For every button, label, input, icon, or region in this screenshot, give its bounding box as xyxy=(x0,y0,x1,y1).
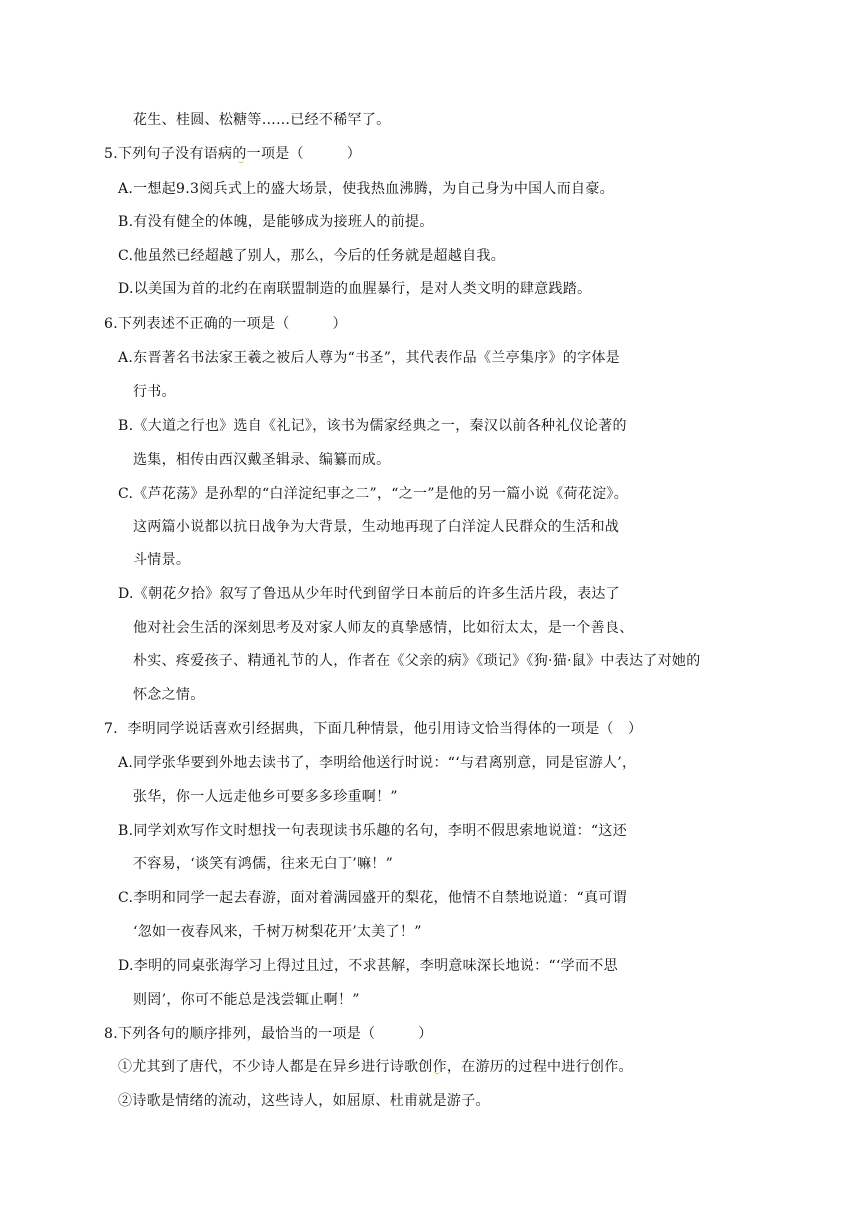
question-6-stem: 6.下列表述不正确的一项是（ ） xyxy=(104,316,347,332)
question-7-option-d-cont: 则罔’，你可不能总是浅尝辄止啊！” xyxy=(133,992,360,1008)
question-7-option-a-cont: 张华，你一人远走他乡可要多多珍重啊！” xyxy=(133,789,398,805)
question-6-option-a-cont: 行书。 xyxy=(133,384,176,400)
question-6-option-d: D.《朝花夕拾》叙写了鲁迅从少年时代到留学日本前后的许多生活片段，表达了 xyxy=(118,586,620,602)
question-7-option-d: D.李明的同桌张海学习上得过且过，不求甚解，李明意味深长地说：“‘学而不思 xyxy=(118,958,618,974)
question-6-option-d-cont: 他对社会生活的深刻思考及对家人师友的真挚感情，比如衍太太，是一个善良、 xyxy=(133,620,634,636)
question-6-option-a: A.东晋著名书法家王羲之被后人尊为“书圣”，其代表作品《兰亭集序》的字体是 xyxy=(118,350,620,366)
question-5-stem: 5.下列句子没有语病的一项是（ ） xyxy=(104,146,362,162)
question-6-option-d-cont: 朴实、疼爱孩子、精通礼节的人，作者在《父亲的病》《琐记》《狗·猫·鼠》中表达了对她的 xyxy=(133,653,701,669)
question-8-stem: 8.下列各句的顺序排列，最恰当的一项是（ ） xyxy=(104,1026,433,1042)
question-5-option-c: C.他虽然已经超越了别人，那么，今后的任务就是超越自我。 xyxy=(118,248,506,264)
question-6-option-c-cont: 这两篇小说都以抗日战争为大背景，生动地再现了白洋淀人民群众的生活和战 xyxy=(133,519,620,535)
question-8-sentence-2: ②诗歌是情绪的流动，这些诗人，如屈原、杜甫就是游子。 xyxy=(118,1093,490,1109)
question-7-option-b: B.同学刘欢写作文时想找一句表现读书乐趣的名句，李明不假思索地说道：“这还 xyxy=(118,823,627,839)
question-6-option-b-cont: 选集，相传由西汉戴圣辑录、编纂而成。 xyxy=(133,452,391,468)
question-5-option-a: A.一想起9.3阅兵式上的盛大场景，使我热血沸腾，为自己身为中国人而自豪。 xyxy=(118,181,614,197)
question-6-option-d-cont: 怀念之情。 xyxy=(133,687,205,703)
question-6-option-c-cont: 斗情景。 xyxy=(133,552,191,568)
question-7-option-c: C.李明和同学一起去春游，面对着满园盛开的梨花，他情不自禁地说道：“真可谓 xyxy=(118,890,627,906)
text-line: 花生、桂圆、松糖等……已经不稀罕了。 xyxy=(133,112,391,128)
question-5-option-b: B.有没有健全的体魄，是能够成为接班人的前提。 xyxy=(118,214,434,230)
question-7-stem: 7．李明同学说话喜欢引经据典，下面几种情景，他引用诗文恰当得体的一项是（ ） xyxy=(104,721,643,737)
question-7-option-c-cont: ‘忽如一夜春风来，千树万树梨花开’太美了！” xyxy=(133,924,422,940)
question-6-option-b: B.《大道之行也》选自《礼记》，该书为儒家经典之一，秦汉以前各种礼仪论著的 xyxy=(118,418,627,434)
question-5-option-d: D.以美国为首的北约在南联盟制造的血腥暴行，是对人类文明的肆意践踏。 xyxy=(118,281,592,297)
question-8-sentence-1: ①尤其到了唐代，不少诗人都是在异乡进行诗歌创作，在游历的过程中进行创作。 xyxy=(118,1059,633,1075)
question-7-option-b-cont: 不容易，‘谈笑有鸿儒，往来无白丁’嘛！” xyxy=(133,856,394,872)
question-6-option-c: C.《芦花荡》是孙犁的“白洋淀纪事之二”，“之一”是他的另一篇小说《荷花淀》。 xyxy=(118,486,628,502)
question-7-option-a: A.同学张华要到外地去读书了，李明给他送行时说：“‘与君离别意，同是宦游人’， xyxy=(118,755,637,771)
